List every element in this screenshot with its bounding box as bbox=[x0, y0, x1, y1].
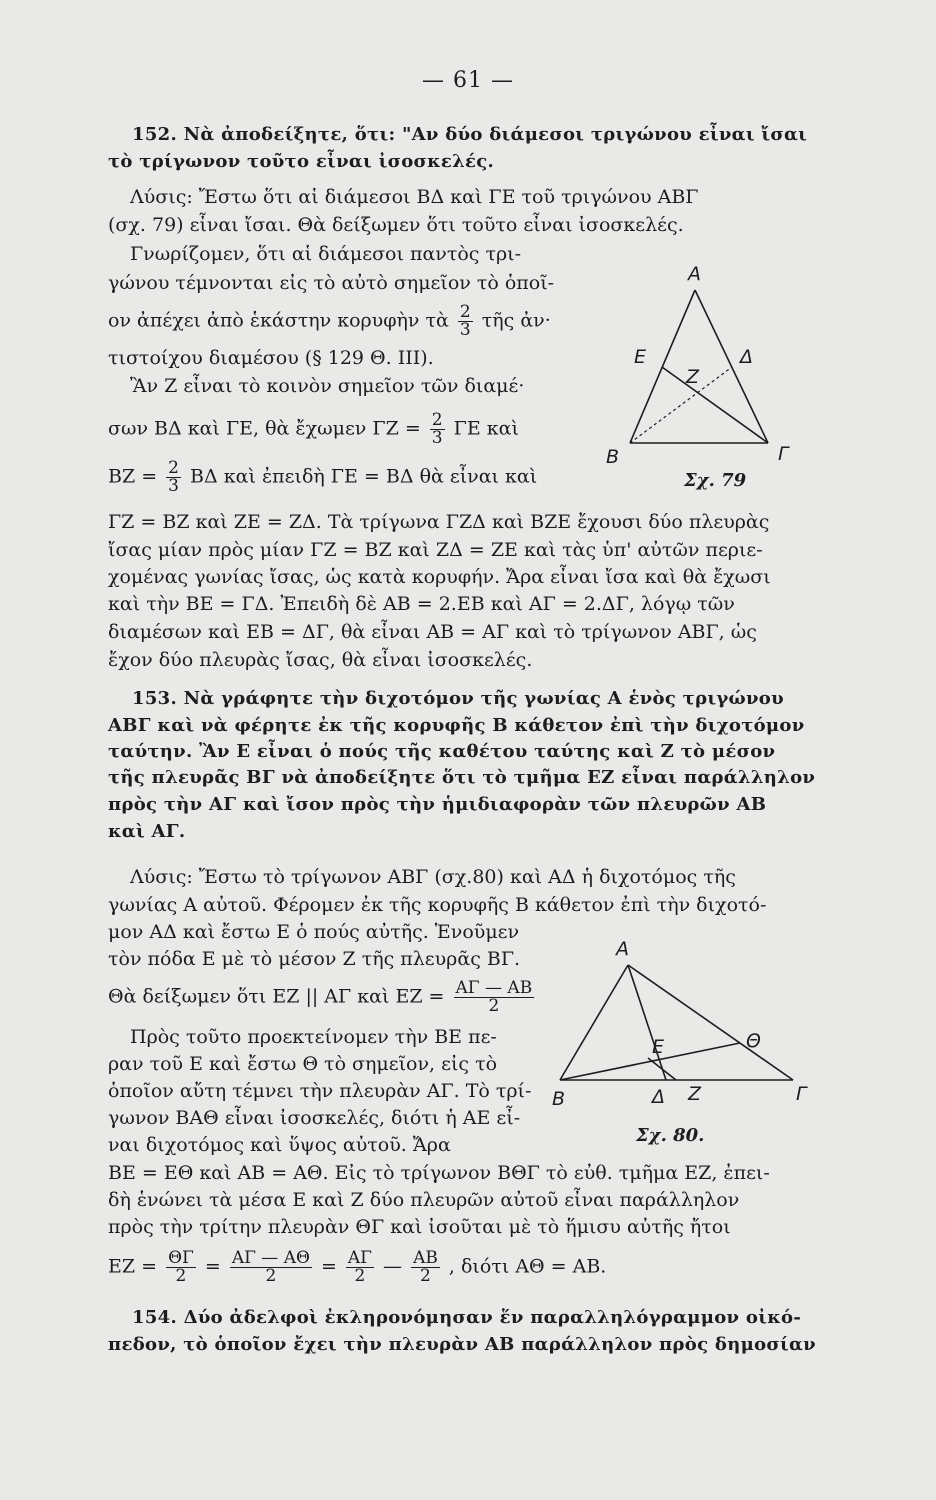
figure-79-caption: Σχ. 79 bbox=[684, 470, 747, 491]
fraction-two-thirds: $\frac{2}{3}$ bbox=[459, 302, 471, 340]
fig79-label-Z: Ζ bbox=[686, 366, 700, 388]
problem-152-line: Λύσις: Ἔστω ὅτι αἱ διάμεσοι ΒΔ καὶ ΓΕ τοῦ τριγώνου ΑΒΓ bbox=[130, 186, 699, 208]
problem-152-rest-line: διαμέσων καὶ ΕΒ = ΔΓ, θὰ εἶναι ΑΒ = ΑΓ καὶ τὸ τρίγωνον ΑΒΓ, ὡς bbox=[108, 621, 757, 643]
problem-152-line-7: Ἂν Ζ εἶναι τὸ κοινὸν σημεῖον τῶν διαμέ· bbox=[130, 375, 525, 397]
fraction-two-thirds: $\frac{2}{3}$ bbox=[168, 458, 179, 496]
problem-153-solution-line: γωνίας Α αὐτοῦ. Φέρομεν ἐκ τῆς κορυφῆς Β κάθετον ἐπὶ τὴν διχοτό- bbox=[108, 894, 767, 916]
problem-153-cont-line: δὴ ἑνώνει τὰ μέσα Ε καὶ Ζ δύο πλευρῶν αὐτοῦ εἶναι παράλληλον bbox=[108, 1189, 740, 1211]
median-CE bbox=[662, 367, 768, 443]
problem-154-statement-line: πεδον, τὸ ὁποῖον ἔχει τὴν πλευρὰν ΑΒ παράλληλον πρὸς δημοσίαν bbox=[108, 1334, 816, 1355]
problem-153-solution-line: Λύσις: Ἔστω τὸ τρίγωνον ΑΒΓ (σχ.80) καὶ ΑΔ ἡ διχοτόμος τῆς bbox=[130, 866, 736, 888]
side-AB bbox=[560, 965, 628, 1080]
problem-152-line-6: τιστοίχου διαμέσου (§ 129 Θ. ΙΙΙ). bbox=[108, 347, 434, 369]
problem-152-line: Γνωρίζομεν, ὅτι αἱ διάμεσοι παντὸς τρι- bbox=[130, 243, 522, 265]
problem-153-solution-line: μον ΑΔ καὶ ἔστω Ε ὁ πούς αὐτῆς. Ἑνοῦμεν bbox=[108, 921, 520, 943]
problem-152-rest-line: ἔχον δύο πλευρὰς ἴσας, θὰ εἶναι ἰσοσκελές. bbox=[108, 649, 533, 671]
problem-153-cont-line: Πρὸς τοῦτο προεκτείνομεν τὴν ΒΕ πε- bbox=[130, 1026, 497, 1048]
side-AC bbox=[695, 290, 768, 443]
problem-152-line-5: ον ἀπέχει ἀπὸ ἑκάστην κορυφὴν τὰ $\frac{2}{3}$ τῆς ἀν· bbox=[108, 302, 551, 340]
fig80-label-C: Γ bbox=[796, 1083, 807, 1105]
problem-153-statement-line: ΑΒΓ καὶ νὰ φέρητε ἐκ τῆς κορυφῆς Β κάθετον ἐπὶ τὴν διχοτόμον bbox=[108, 715, 805, 736]
problem-152-rest-line: ΓΖ = ΒΖ καὶ ΖΕ = ΖΔ. Τὰ τρίγωνα ΓΖΔ καὶ ΒΖΕ ἔχουσι δύο πλευρὰς bbox=[108, 511, 770, 533]
problem-153-statement-line: πρὸς τὴν ΑΓ καὶ ἴσον πρὸς τὴν ἡμιδιαφορὰν τῶν πλευρῶν ΑΒ bbox=[108, 794, 767, 815]
fig79-label-E: Ε bbox=[634, 346, 647, 368]
fraction: $\frac{AB}{2}$ bbox=[413, 1248, 438, 1286]
figure-80-caption: Σχ. 80. bbox=[636, 1125, 705, 1146]
problem-154-statement-1: 154. Δύο ἀδελφοὶ ἐκληρονόμησαν ἕν παραλληλόγραμμον οἰκό- bbox=[132, 1307, 802, 1328]
fig80-label-E: Ε bbox=[652, 1036, 665, 1058]
problem-153-cont-line: ναι διχοτόμος καὶ ὕψος αὐτοῦ. Ἄρα bbox=[108, 1134, 451, 1156]
problem-152-line: (σχ. 79) εἶναι ἴσαι. Θὰ δείξωμεν ὅτι τοῦτο εἶναι ἰσοσκελές. bbox=[108, 214, 684, 236]
problem-153-solution-line: τὸν πόδα Ε μὲ τὸ μέσον Ζ τῆς πλευρᾶς ΒΓ. bbox=[108, 948, 521, 970]
problem-153-equation-1: Θὰ δείξωμεν ὅτι ΕΖ || ΑΓ καὶ ΕΖ = $\frac{A\Gamma — AB}{2}$ bbox=[108, 978, 533, 1016]
page-number: — 61 — bbox=[422, 68, 514, 93]
problem-153-statement-line: ταύτην. Ἂν Ε εἶναι ὁ πούς τῆς καθέτου ταύτης καὶ Ζ τὸ μέσον bbox=[108, 741, 776, 762]
fig79-label-C: Γ bbox=[778, 443, 789, 465]
line-B-Theta bbox=[560, 1043, 740, 1080]
side-AC bbox=[628, 965, 793, 1080]
problem-153-statement-line: καὶ ΑΓ. bbox=[108, 821, 186, 842]
problem-152-statement-1: 152. Νὰ ἀποδείξητε, ὅτι: "Αν δύο διάμεσοι τριγώνου εἶναι ἴσαι bbox=[132, 124, 808, 145]
fraction-two-thirds: $\frac{2}{3}$ bbox=[431, 410, 443, 448]
fraction: $\frac{\Theta\Gamma}{2}$ bbox=[168, 1248, 194, 1286]
problem-153-statement-line: τῆς πλευρᾶς ΒΓ νὰ ἀποδείξητε ὅτι τὸ τμῆμα ΕΖ εἶναι παράλληλον bbox=[108, 767, 816, 788]
fig80-label-B: Β bbox=[552, 1088, 566, 1105]
problem-152-line-8: σων ΒΔ καὶ ΓΕ, θὰ ἔχωμεν ΓΖ = $\frac{2}{3}$ ΓΕ καὶ bbox=[108, 410, 519, 448]
problem-153-cont-line: γωνον ΒΑΘ εἶναι ἰσοσκελές, διότι ἡ ΑΕ εἶ- bbox=[108, 1107, 521, 1129]
fig79-label-D: Δ bbox=[740, 346, 753, 368]
fraction-half-difference: $\frac{A\Gamma — AB}{2}$ bbox=[455, 978, 533, 1016]
problem-154-number: 154. bbox=[132, 1307, 178, 1328]
problem-153-cont-line: ὁποῖον αὔτη τέμνει τὴν πλευρὰν ΑΓ. Τὸ τρί- bbox=[108, 1080, 532, 1102]
fraction: $\frac{A\Gamma}{2}$ bbox=[347, 1248, 372, 1286]
fig80-label-Theta: Θ bbox=[746, 1030, 761, 1052]
figure-80 bbox=[548, 935, 818, 1105]
problem-152-statement-2: τὸ τρίγωνον τοῦτο εἶναι ἰσοσκελές. bbox=[108, 151, 495, 172]
problem-153-number: 153. bbox=[132, 688, 178, 709]
fig80-label-Z: Ζ bbox=[688, 1083, 702, 1105]
problem-152-rest-line: καὶ τὴν ΒΕ = ΓΔ. Ἐπειδὴ δὲ ΑΒ = 2.ΕΒ καὶ ΑΓ = 2.ΔΓ, λόγῳ τῶν bbox=[108, 593, 735, 615]
problem-153-cont-line: ΒΕ = ΕΘ καὶ ΑΒ = ΑΘ. Εἰς τὸ τρίγωνον ΒΘΓ τὸ εὐθ. τμῆμα ΕΖ, ἐπει- bbox=[108, 1162, 770, 1184]
problem-152-line-9: ΒΖ = $\frac{2}{3}$ ΒΔ καὶ ἐπειδὴ ΓΕ = ΒΔ θὰ εἶναι καὶ bbox=[108, 458, 538, 496]
problem-152-rest-line: χομένας γωνίας ἴσας, ὡς κατὰ κορυφήν. Ἄρα εἶναι ἴσα καὶ θὰ ἔχωσι bbox=[108, 566, 771, 588]
fraction: $\frac{A\Gamma — A\Theta}{2}$ bbox=[231, 1248, 310, 1286]
problem-153-cont-line: ραν τοῦ Ε καὶ ἔστω Θ τὸ σημεῖον, εἰς τὸ bbox=[108, 1053, 498, 1075]
problem-152-rest-line: ἴσας μίαν πρὸς μίαν ΓΖ = ΒΖ καὶ ΖΔ = ΖΕ καὶ τὰς ὑπ' αὐτῶν περιε- bbox=[108, 539, 763, 561]
problem-153-statement-1: 153. Νὰ γράφητε τὴν διχοτόμον τῆς γωνίας Α ἑνὸς τριγώνου bbox=[132, 688, 784, 709]
fig79-label-A: Α bbox=[688, 263, 701, 285]
figure-79 bbox=[600, 255, 815, 500]
segment-EZ bbox=[648, 1058, 676, 1080]
problem-153-cont-line: πρὸς τὴν τρίτην πλευρὰν ΘΓ καὶ ἰσοῦται μὲ τὸ ἥμισυ αὐτῆς ἤτοι bbox=[108, 1216, 731, 1238]
problem-152-number: 152. bbox=[132, 124, 178, 145]
fig79-label-B: Β bbox=[606, 446, 620, 468]
fig80-label-D: Δ bbox=[652, 1086, 665, 1105]
fig80-label-A: Α bbox=[616, 938, 629, 960]
problem-152-line: γώνου τέμνονται εἰς τὸ αὐτὸ σημεῖον τὸ ὁποῖ- bbox=[108, 272, 555, 294]
problem-153-equation-2: ΕΖ = $\frac{\Theta\Gamma}{2}$ = $\frac{A\Gamma — A\Theta}{2}$ = $\frac{A\Gamma}{2}$ — $\frac{AB}{2}$ , διότι ΑΘ = ΑΒ. bbox=[108, 1248, 607, 1286]
